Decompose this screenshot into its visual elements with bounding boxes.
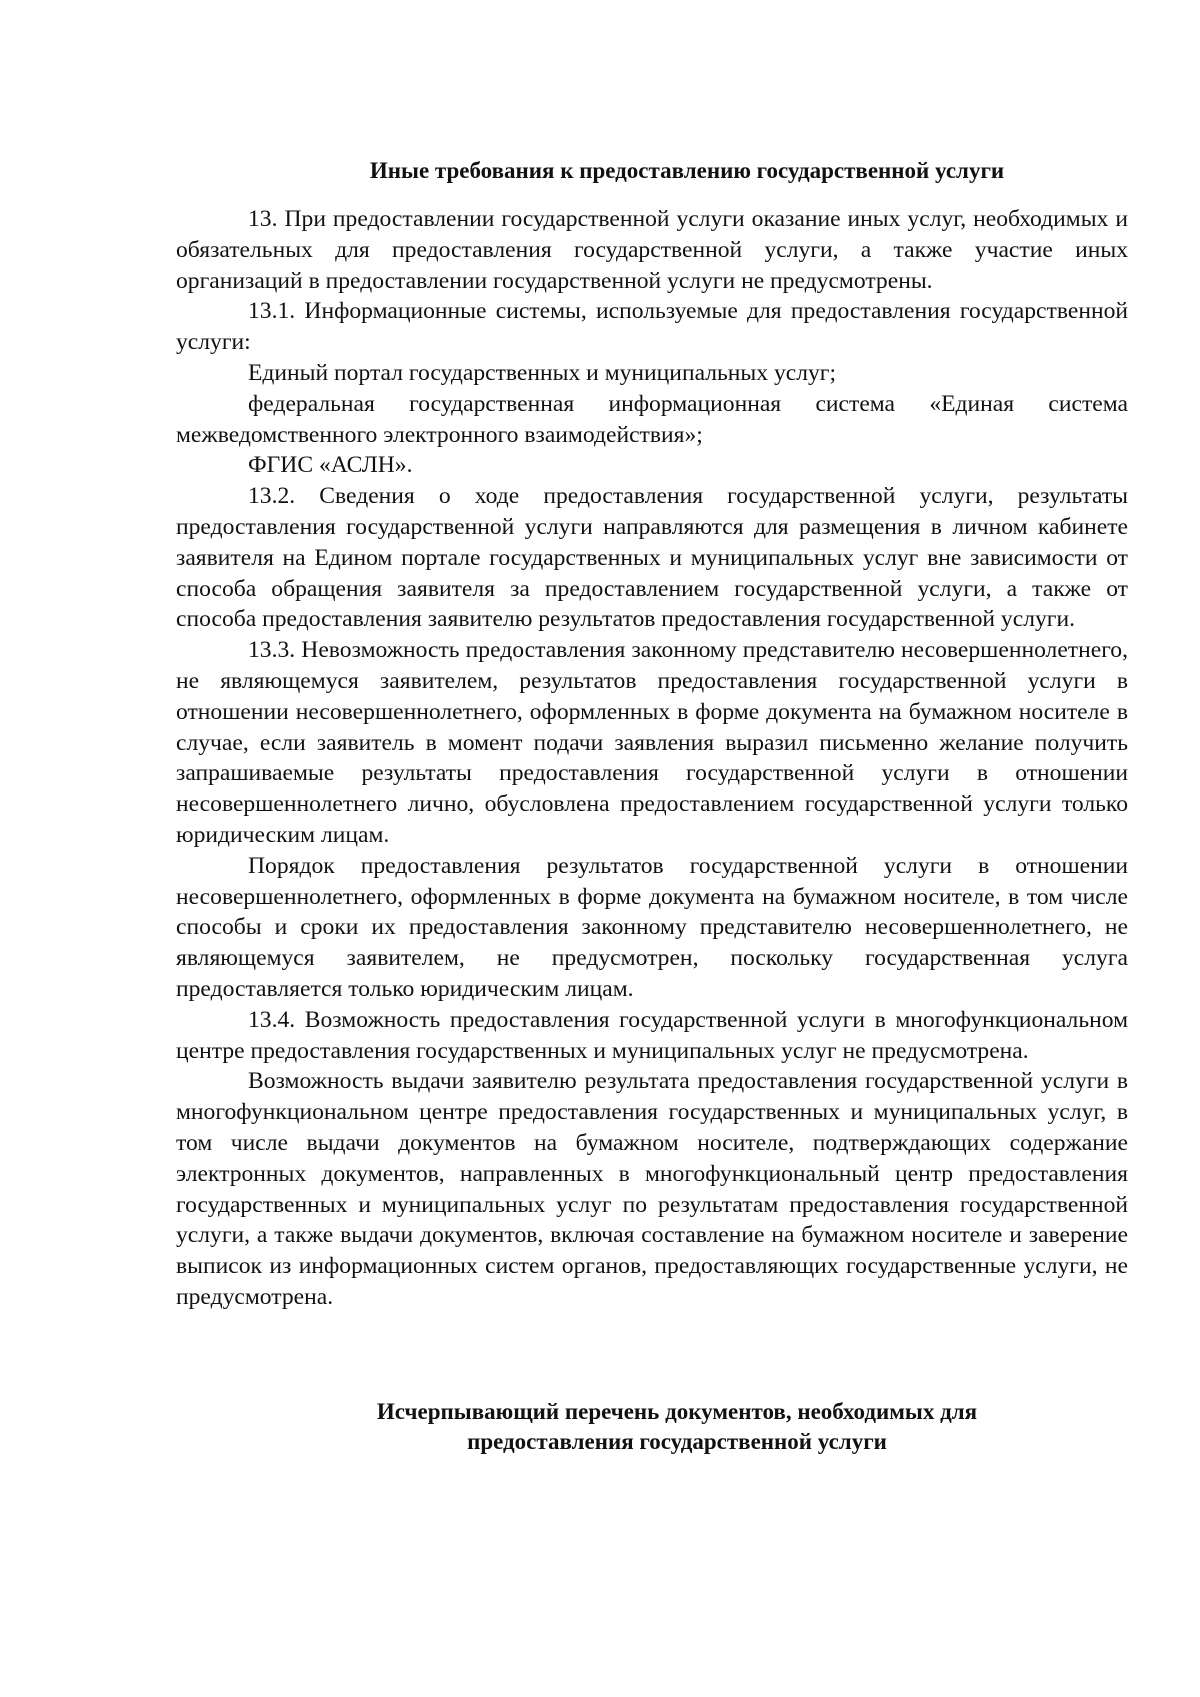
paragraph-13-1: 13.1. Информационные системы, используемые для предоставления государственной услуги: [176,298,1128,356]
paragraph-13: 13. При предоставлении государственной услуги оказание иных услуг, необходимых и обязательных для предоставления государственной услуги, а также участие иных организаций в предоставлении государственной услуги не предусмотрены. [176,206,1128,294]
section-heading-documents-line-1: Исчерпывающий перечень документов, необходимых для [376,1398,978,1424]
paragraph-13-2: 13.2. Сведения о ходе предоставления государственной услуги, результаты предоставления государственной услуги направляются для размещения в личном кабинете заявителя на Едином портале государственных и муниципальных услуг вне зависимости от способа обращения заявителя за предоставлением государственной услуги, а также от способа предоставления заявителю результатов предоставления государственной услуги. [176,483,1128,633]
paragraph-fgis-asln: ФГИС «АСЛН». [248,452,413,479]
section-heading-other-requirements: Иные требования к предоставлению государственной услуги [369,158,1005,183]
section-spacer [176,1313,1128,1397]
paragraph-minor-results-procedure: Порядок предоставления результатов государственной услуги в отношении несовершеннолетнего, оформленных в форме документа на бумажном носителе, в том числе способы и сроки их предоставления законному представителю несовершеннолетнего, не являющемуся заявителем, не предусмотрен, поскольку государственная услуга предоставляется только юридическим лицам. [176,852,1128,1002]
paragraph-unified-portal: Единый портал государственных и муниципальных услуг; [248,359,837,386]
section-heading-documents-list [176,1397,1128,1457]
paragraph-13-3: 13.3. Невозможность предоставления законному представителю несовершеннолетнего, не являющемуся заявителем, результатов предоставления государственной услуги в отношении несовершеннолетнего, оформленных в форме документа на бумажном носителе в случае, если заявитель в момент подачи заявления выразил письменно желание получить запрашиваемые результаты предоставления государственной услуги в отношении несовершеннолетнего лично, обусловлена предоставлением государственной услуги только юридическим лицам. [176,637,1128,848]
paragraph-mfc-issuance: Возможность выдачи заявителю результата предоставления государственной услуги в многофункциональном центре предоставления государственных и муниципальных услуг, в том числе выдачи документов на бумажном носителе, подтверждающих содержание электронных документов, направленных в многофункциональный центр предоставления государственных и муниципальных услуг по результатам предоставления государственной услуги, а также выдачи документов, включая составление на бумажном носителе и заверение выписок из информационных систем органов, предоставляющих государственные услуги, не предусмотрена. [176,1068,1128,1310]
paragraph-smev: федеральная государственная информационная система «Единая система межведомственного электронного взаимодействия»; [176,390,1128,448]
page-content [176,156,1128,1457]
section-heading-documents-line-2: предоставления государственной услуги [467,1428,887,1454]
paragraph-13-4: 13.4. Возможность предоставления государственной услуги в многофункциональном центре предоставления государственных и муниципальных услуг не предусмотрена. [176,1006,1128,1064]
